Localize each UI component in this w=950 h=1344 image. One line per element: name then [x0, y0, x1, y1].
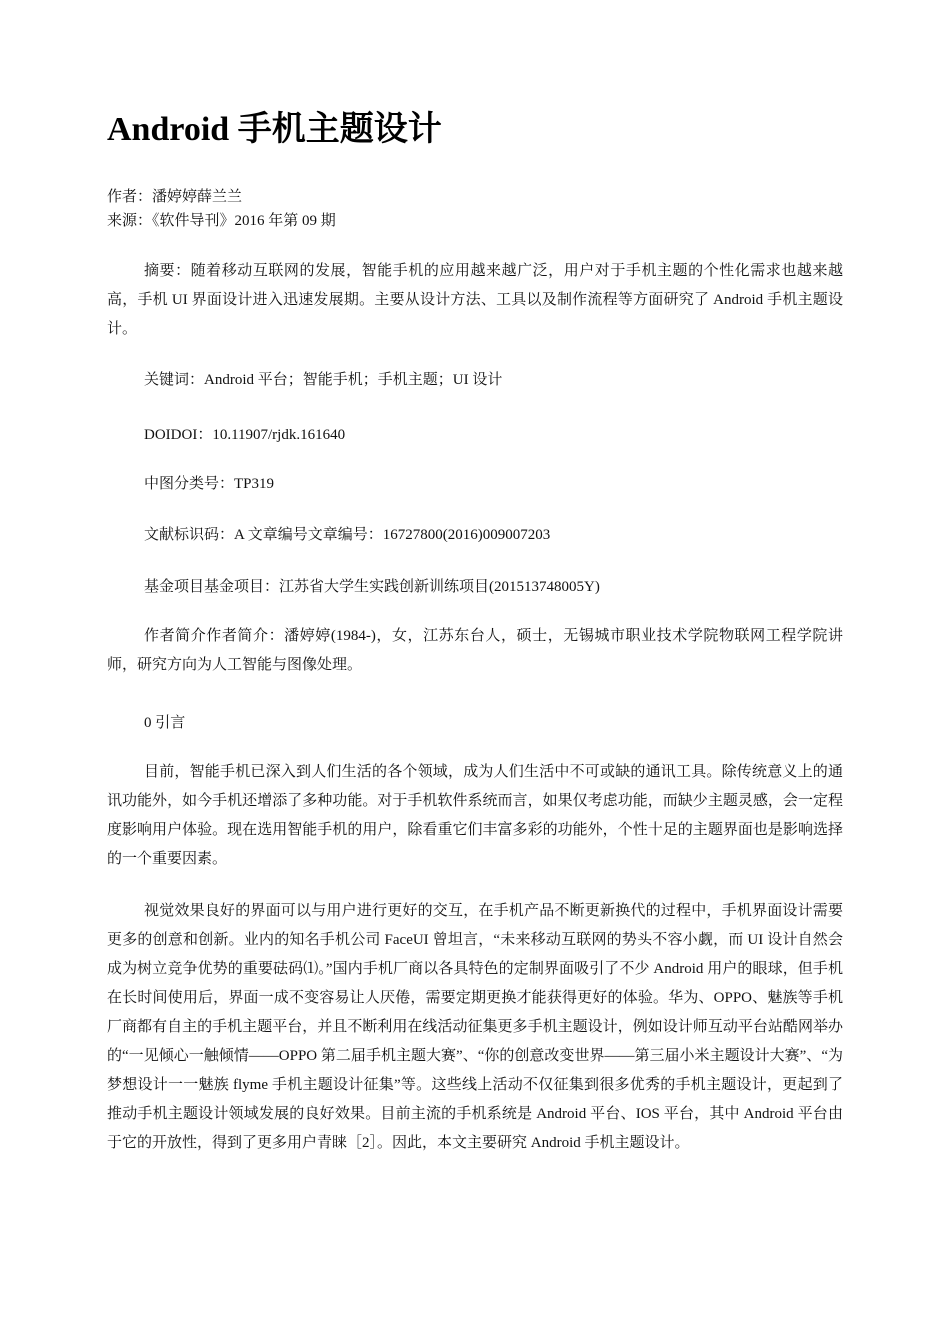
abstract: 摘要：随着移动互联网的发展，智能手机的应用越来越广泛，用户对于手机主题的个性化需求也越来越高，手机 UI 界面设计进入迅速发展期。主要从设计方法、工具以及制作流程等方面研究了 Android 手机主题设计。: [107, 263, 843, 337]
author-bio: 作者简介作者简介：潘婷婷(1984-)，女，江苏东台人，硕士，无锡城市职业技术学院物联网工程学院讲师，研究方向为人工智能与图像处理。: [107, 628, 843, 673]
body-paragraph: 目前，智能手机已深入到人们生活的各个领域，成为人们生活中不可或缺的通讯工具。除传统意义上的通讯功能外，如今手机还增添了多种功能。对于手机软件系统而言，如果仅考虑功能，而缺少主题灵感，会一定程度影响用户体验。现在选用智能手机的用户，除看重它们丰富多彩的功能外，个性十足的主题界面也是影响选择的一个重要因素。: [107, 764, 843, 867]
fund-project: 基金项目基金项目：江苏省大学生实践创新训练项目(201513748005Y): [144, 579, 600, 595]
keywords: 关键词：Android 平台；智能手机；手机主题；UI 设计: [144, 372, 503, 388]
source-line: 来源：《软件导刊》2016 年第 09 期: [107, 213, 336, 229]
section-heading: 0 引言: [144, 715, 186, 731]
classification-number: 中图分类号：TP319: [144, 476, 275, 492]
author-line: 作者：潘婷婷薛兰兰: [107, 189, 243, 205]
doi-line: DOIDOI：10.11907/rjdk.161640: [144, 427, 346, 443]
article-title: Android 手机主题设计: [107, 111, 442, 148]
body-paragraph: 视觉效果良好的界面可以与用户进行更好的交互，在手机产品不断更新换代的过程中，手机界面设计需要更多的创意和创新。业内的知名手机公司 FaceUI 曾坦言，“未来移动互联网的势头不容小觑，而 UI 设计自然会成为树立竞争优势的重要砝码⑴。”国内手机厂商以各具特色的定制界面吸引了不少 Android 用户的眼球，但手机在长时间使用后，界面一成不变容易让人厌倦，需要定期更换才能获得更好的体验。华为、OPPO、魅族等手机厂商都有自主的手机主题平台，并且不断利用在线活动征集更多手机主题设计，例如设计师互动平台站酷网举办的“一见倾心一触倾情——OPPO 第二届手机主题大赛”、“你的创意改变世界——第三届小米主题设计大赛”、“为梦想设计一一魅族 flyme 手机主题设计征集”等。这些线上活动不仅征集到很多优秀的手机主题设计，更起到了推动手机主题设计领域发展的良好效果。目前主流的手机系统是 Android 平台、IOS 平台，其中 Android 平台由于它的开放性，得到了更多用户青睐［2］。因此，本文主要研究 Android 手机主题设计。: [107, 903, 843, 1151]
document-code: 文献标识码：A 文章编号文章编号：16727800(2016)009007203: [144, 527, 551, 543]
